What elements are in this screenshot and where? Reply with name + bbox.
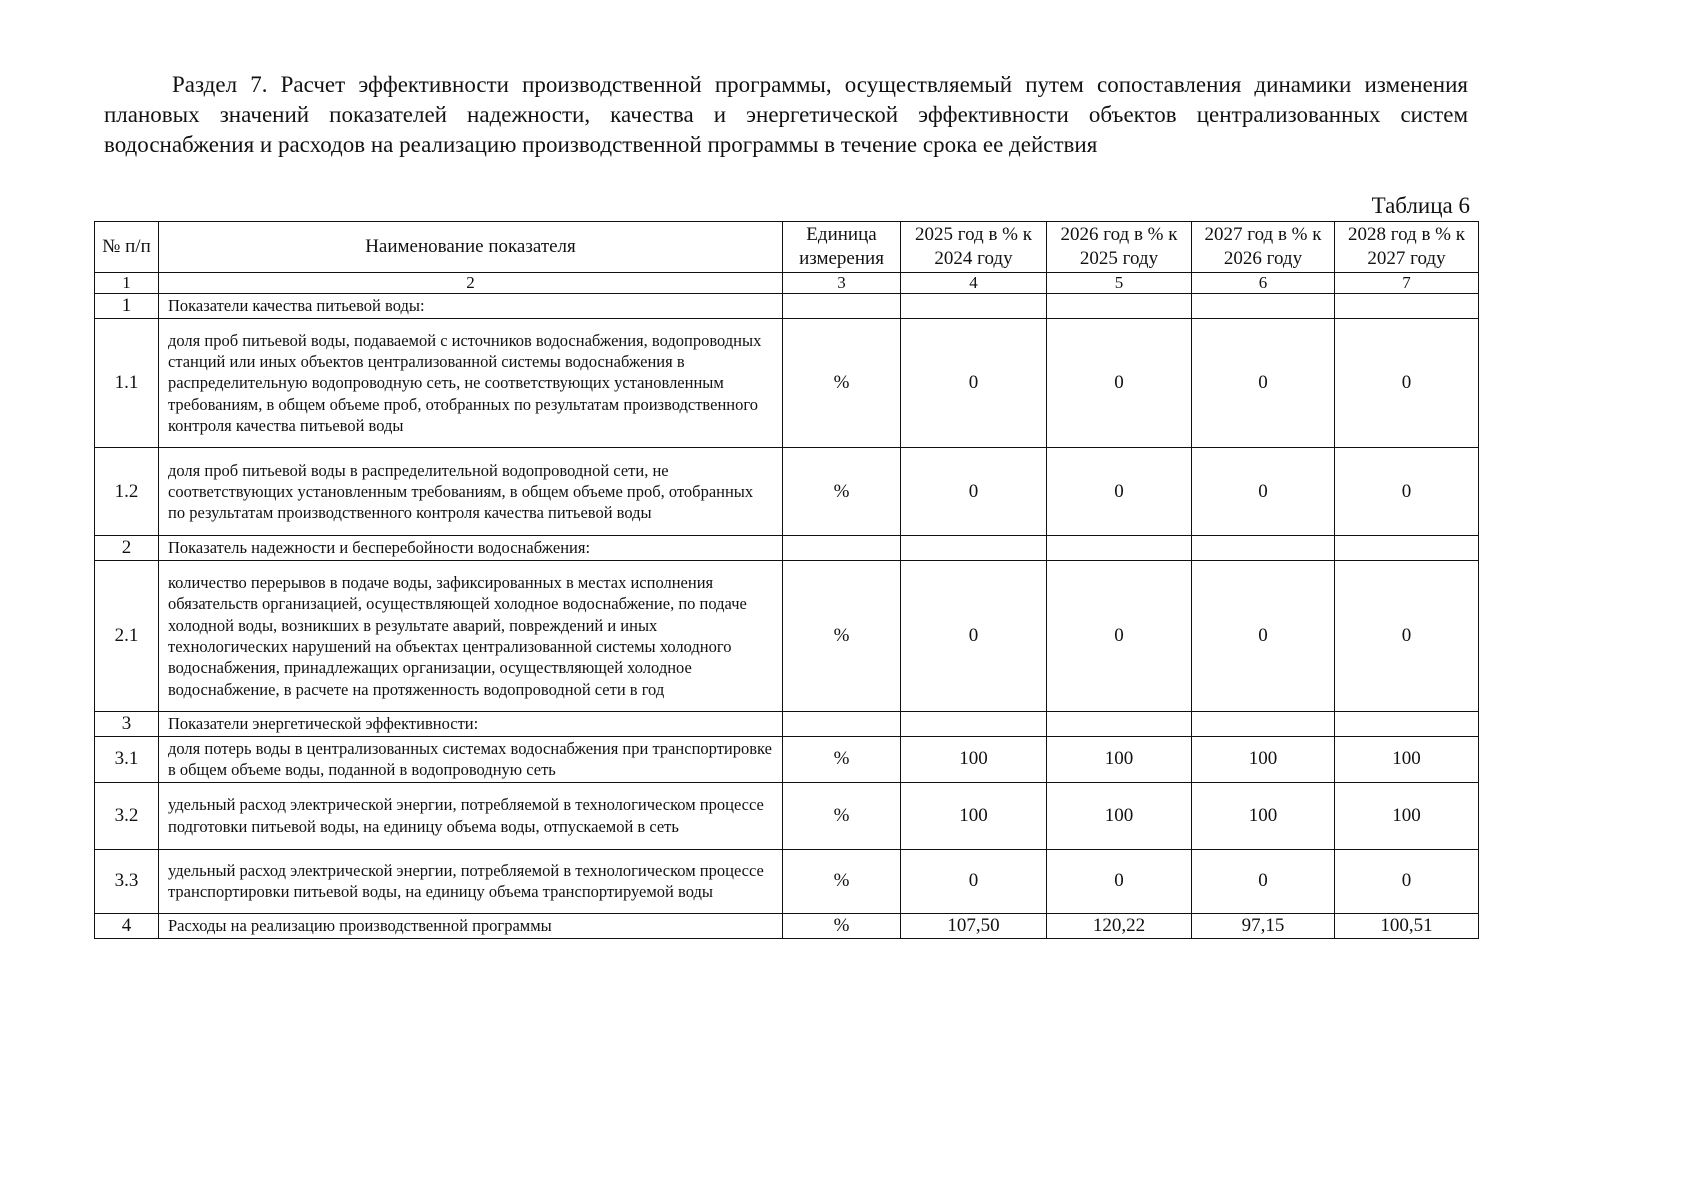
row-num: 3.3 [95,849,159,913]
row-value-2025: 107,50 [901,913,1047,938]
section-heading: Раздел 7. Расчет эффективности производственной программы, осуществляемый путем сопоставления динамики изменения плановых значений показателей надежности, качества и энергетической эффективности объектов централизованных систем водоснабжения и расходов на реализацию производственной программы в течение срока ее действия [104,72,1468,157]
row-value-2027: 97,15 [1192,913,1335,938]
row-value-2026: 0 [1047,561,1192,712]
table-row [95,782,1479,849]
row-value-2026 [1047,712,1192,737]
row-unit: % [783,849,901,913]
row-name: Расходы на реализацию производственной программы [159,913,783,938]
row-num: 2.1 [95,561,159,712]
column-number: 6 [1192,273,1335,294]
row-num: 4 [95,913,159,938]
row-value-2027 [1192,536,1335,561]
row-num: 1.1 [95,319,159,448]
column-number: 2 [159,273,783,294]
row-value-2026: 0 [1047,448,1192,536]
row-value-2025 [901,294,1047,319]
row-value-2026 [1047,536,1192,561]
table-row [95,319,1479,448]
row-value-2028: 100,51 [1335,913,1479,938]
table-row [95,712,1479,737]
header-name: Наименование показателя [159,222,783,273]
table-header-row [95,222,1479,273]
row-value-2025 [901,536,1047,561]
row-name: доля проб питьевой воды, подаваемой с источников водоснабжения, водопроводных станций или иных объектов централизованной системы водоснабжения в распределительную водопроводную сеть, не соответствующих установленным требованиям, в общем объеме проб, отобранных по результатам производственного контроля качества питьевой воды [159,319,783,448]
row-value-2027 [1192,712,1335,737]
row-value-2028: 0 [1335,849,1479,913]
row-name: доля проб питьевой воды в распределительной водопроводной сети, не соответствующих установленным требованиям, в общем объеме проб, отобранных по результатам производственного контроля качества питьевой воды [159,448,783,536]
row-value-2028 [1335,536,1479,561]
table-row [95,849,1479,913]
header-2028: 2028 год в % к 2027 году [1335,222,1479,273]
row-value-2025: 0 [901,561,1047,712]
table-row [95,561,1479,712]
row-value-2025: 100 [901,737,1047,783]
row-unit: % [783,782,901,849]
row-value-2025 [901,712,1047,737]
table-row [95,448,1479,536]
row-unit: % [783,913,901,938]
table-caption: Таблица 6 [1371,193,1470,218]
row-value-2025: 100 [901,782,1047,849]
row-value-2027: 0 [1192,849,1335,913]
row-value-2026 [1047,294,1192,319]
row-unit: % [783,561,901,712]
row-value-2025: 0 [901,319,1047,448]
row-value-2026: 120,22 [1047,913,1192,938]
row-value-2028: 100 [1335,737,1479,783]
row-name: удельный расход электрической энергии, потребляемой в технологическом процессе транспортировки питьевой воды, на единицу объема транспортируемой воды [159,849,783,913]
row-unit [783,294,901,319]
header-unit: Единица измерения [783,222,901,273]
row-name: доля потерь воды в централизованных системах водоснабжения при транспортировке в общем объеме воды, поданной в водопроводную сеть [159,737,783,783]
table-row [95,737,1479,783]
row-value-2028 [1335,294,1479,319]
row-value-2027: 100 [1192,737,1335,783]
row-value-2027 [1192,294,1335,319]
row-name: Показатель надежности и бесперебойности водоснабжения: [159,536,783,561]
indicators-table [94,221,1479,939]
row-num: 1 [95,294,159,319]
row-value-2027: 0 [1192,319,1335,448]
row-name: Показатели энергетической эффективности: [159,712,783,737]
column-number: 1 [95,273,159,294]
row-value-2028: 100 [1335,782,1479,849]
header-num: № п/п [95,222,159,273]
header-2025: 2025 год в % к 2024 году [901,222,1047,273]
column-number: 5 [1047,273,1192,294]
row-value-2027: 0 [1192,448,1335,536]
row-name: количество перерывов в подаче воды, зафиксированных в местах исполнения обязательств организацией, осуществляющей холодное водоснабжение, по подаче холодной воды, возникших в результате аварий, повреждений и иных технологических нарушений на объектах централизованной системы холодного водоснабжения, принадлежащих организации, осуществляющей холодное водоснабжение, в расчете на протяженность водопроводной сети в год [159,561,783,712]
row-value-2026: 0 [1047,319,1192,448]
row-unit [783,712,901,737]
column-number: 3 [783,273,901,294]
row-num: 2 [95,536,159,561]
row-value-2026: 100 [1047,782,1192,849]
row-value-2028 [1335,712,1479,737]
row-num: 3.2 [95,782,159,849]
row-unit [783,536,901,561]
row-value-2027: 100 [1192,782,1335,849]
row-unit: % [783,737,901,783]
column-number: 4 [901,273,1047,294]
table-row [95,913,1479,938]
table-row [95,536,1479,561]
row-num: 3.1 [95,737,159,783]
header-2026: 2026 год в % к 2025 году [1047,222,1192,273]
column-number: 7 [1335,273,1479,294]
row-value-2025: 0 [901,849,1047,913]
row-unit: % [783,319,901,448]
row-value-2028: 0 [1335,448,1479,536]
row-name: Показатели качества питьевой воды: [159,294,783,319]
row-value-2028: 0 [1335,561,1479,712]
row-value-2026: 0 [1047,849,1192,913]
row-unit: % [783,448,901,536]
table-row [95,294,1479,319]
row-value-2027: 0 [1192,561,1335,712]
row-value-2026: 100 [1047,737,1192,783]
header-2027: 2027 год в % к 2026 году [1192,222,1335,273]
row-value-2028: 0 [1335,319,1479,448]
row-num: 1.2 [95,448,159,536]
row-value-2025: 0 [901,448,1047,536]
row-num: 3 [95,712,159,737]
row-name: удельный расход электрической энергии, потребляемой в технологическом процессе подготовки питьевой воды, на единицу объема воды, отпускаемой в сеть [159,782,783,849]
column-number-row [95,273,1479,294]
